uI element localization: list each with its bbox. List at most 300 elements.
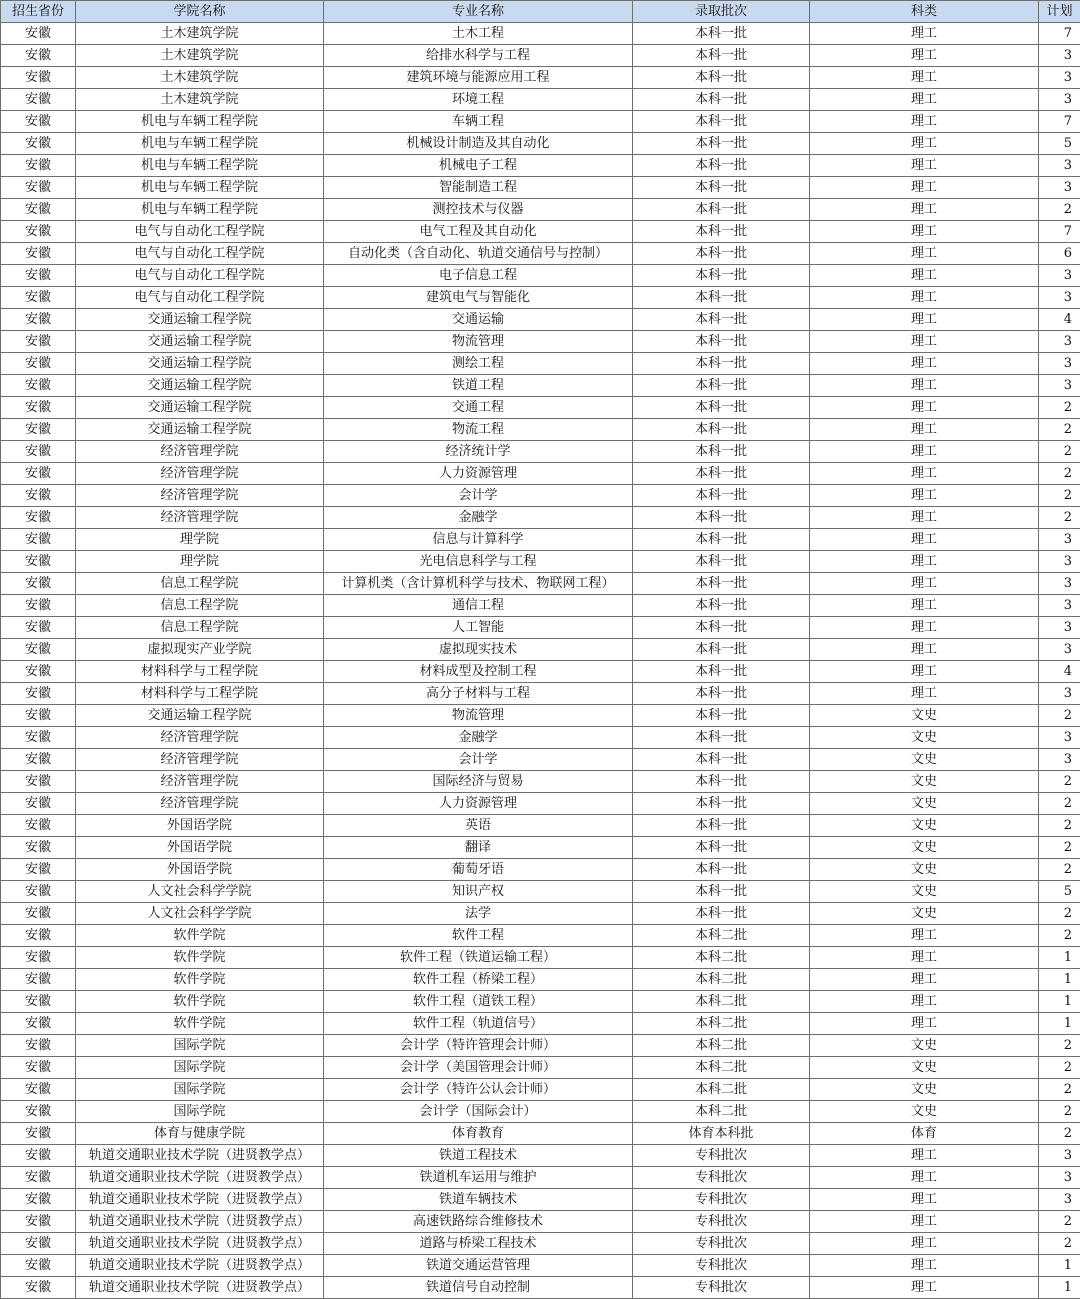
- table-row: [1, 617, 1080, 639]
- table-row: [1, 991, 1080, 1013]
- cell-major: 软件工程（铁道运输工程）: [324, 947, 633, 969]
- table-row: [1, 595, 1080, 617]
- cell-college: 信息工程学院: [76, 617, 324, 639]
- cell-plan: 3: [1039, 89, 1080, 111]
- cell-province: 安徽: [1, 1277, 76, 1299]
- cell-major: 机械电子工程: [324, 155, 633, 177]
- cell-major: 高分子材料与工程: [324, 683, 633, 705]
- table-row: [1, 441, 1080, 463]
- cell-major: 土木工程: [324, 23, 633, 45]
- cell-batch: 本科一批: [633, 793, 810, 815]
- cell-batch: 本科一批: [633, 199, 810, 221]
- table-row: [1, 683, 1080, 705]
- cell-major: 车辆工程: [324, 111, 633, 133]
- cell-plan: 3: [1039, 683, 1080, 705]
- cell-batch: 本科一批: [633, 859, 810, 881]
- table-row: [1, 1167, 1080, 1189]
- cell-category: 理工: [810, 243, 1039, 265]
- cell-major: 体育教育: [324, 1123, 633, 1145]
- cell-major: 知识产权: [324, 881, 633, 903]
- table-row: [1, 1123, 1080, 1145]
- cell-batch: 本科一批: [633, 419, 810, 441]
- table-row: [1, 815, 1080, 837]
- cell-province: 安徽: [1, 925, 76, 947]
- cell-plan: 2: [1039, 1233, 1080, 1255]
- cell-college: 机电与车辆工程学院: [76, 199, 324, 221]
- cell-province: 安徽: [1, 45, 76, 67]
- cell-batch: 本科一批: [633, 243, 810, 265]
- cell-province: 安徽: [1, 1211, 76, 1233]
- table-row: [1, 1079, 1080, 1101]
- header-major: 专业名称: [324, 1, 633, 23]
- cell-college: 轨道交通职业技术学院（进贤教学点）: [76, 1189, 324, 1211]
- cell-category: 理工: [810, 639, 1039, 661]
- cell-college: 人文社会科学学院: [76, 881, 324, 903]
- cell-plan: 2: [1039, 793, 1080, 815]
- cell-major: 智能制造工程: [324, 177, 633, 199]
- cell-category: 文史: [810, 859, 1039, 881]
- cell-province: 安徽: [1, 705, 76, 727]
- cell-major: 铁道机车运用与维护: [324, 1167, 633, 1189]
- cell-college: 交通运输工程学院: [76, 397, 324, 419]
- table-row: [1, 1013, 1080, 1035]
- cell-plan: 3: [1039, 45, 1080, 67]
- cell-category: 文史: [810, 1101, 1039, 1123]
- cell-category: 理工: [810, 661, 1039, 683]
- cell-college: 国际学院: [76, 1057, 324, 1079]
- table-header: [1, 1, 1080, 23]
- cell-category: 理工: [810, 1013, 1039, 1035]
- cell-province: 安徽: [1, 1035, 76, 1057]
- cell-province: 安徽: [1, 903, 76, 925]
- cell-province: 安徽: [1, 947, 76, 969]
- cell-major: 测绘工程: [324, 353, 633, 375]
- cell-major: 国际经济与贸易: [324, 771, 633, 793]
- cell-plan: 3: [1039, 375, 1080, 397]
- cell-category: 理工: [810, 199, 1039, 221]
- cell-plan: 2: [1039, 199, 1080, 221]
- cell-category: 理工: [810, 485, 1039, 507]
- cell-college: 电气与自动化工程学院: [76, 287, 324, 309]
- cell-province: 安徽: [1, 815, 76, 837]
- cell-college: 交通运输工程学院: [76, 331, 324, 353]
- cell-batch: 体育本科批: [633, 1123, 810, 1145]
- cell-college: 经济管理学院: [76, 507, 324, 529]
- table-row: [1, 1277, 1080, 1299]
- cell-plan: 2: [1039, 507, 1080, 529]
- cell-province: 安徽: [1, 551, 76, 573]
- cell-college: 机电与车辆工程学院: [76, 133, 324, 155]
- cell-college: 轨道交通职业技术学院（进贤教学点）: [76, 1145, 324, 1167]
- cell-category: 理工: [810, 1167, 1039, 1189]
- cell-province: 安徽: [1, 1189, 76, 1211]
- cell-plan: 3: [1039, 1145, 1080, 1167]
- header-plan: 计划: [1039, 1, 1080, 23]
- cell-province: 安徽: [1, 1233, 76, 1255]
- cell-province: 安徽: [1, 265, 76, 287]
- cell-province: 安徽: [1, 23, 76, 45]
- cell-college: 经济管理学院: [76, 463, 324, 485]
- cell-plan: 6: [1039, 243, 1080, 265]
- cell-plan: 3: [1039, 749, 1080, 771]
- cell-college: 信息工程学院: [76, 573, 324, 595]
- cell-plan: 2: [1039, 815, 1080, 837]
- cell-major: 会计学（特许公认会计师）: [324, 1079, 633, 1101]
- cell-college: 交通运输工程学院: [76, 705, 324, 727]
- cell-major: 交通工程: [324, 397, 633, 419]
- cell-category: 理工: [810, 419, 1039, 441]
- cell-category: 理工: [810, 617, 1039, 639]
- cell-batch: 本科一批: [633, 23, 810, 45]
- cell-college: 轨道交通职业技术学院（进贤教学点）: [76, 1211, 324, 1233]
- cell-major: 铁道工程: [324, 375, 633, 397]
- table-row: [1, 177, 1080, 199]
- cell-college: 信息工程学院: [76, 595, 324, 617]
- cell-plan: 3: [1039, 1167, 1080, 1189]
- table-row: [1, 89, 1080, 111]
- cell-province: 安徽: [1, 661, 76, 683]
- table-row: [1, 111, 1080, 133]
- table-row: [1, 353, 1080, 375]
- cell-plan: 3: [1039, 639, 1080, 661]
- cell-province: 安徽: [1, 749, 76, 771]
- cell-plan: 2: [1039, 1123, 1080, 1145]
- table-row: [1, 705, 1080, 727]
- cell-category: 文史: [810, 903, 1039, 925]
- table-row: [1, 419, 1080, 441]
- cell-category: 文史: [810, 749, 1039, 771]
- cell-category: 理工: [810, 947, 1039, 969]
- cell-college: 软件学院: [76, 1013, 324, 1035]
- cell-plan: 4: [1039, 661, 1080, 683]
- cell-college: 材料科学与工程学院: [76, 661, 324, 683]
- cell-batch: 本科一批: [633, 485, 810, 507]
- cell-college: 外国语学院: [76, 837, 324, 859]
- cell-batch: 本科一批: [633, 45, 810, 67]
- cell-plan: 2: [1039, 1079, 1080, 1101]
- cell-major: 铁道车辆技术: [324, 1189, 633, 1211]
- cell-major: 金融学: [324, 727, 633, 749]
- cell-major: 建筑环境与能源应用工程: [324, 67, 633, 89]
- cell-major: 软件工程（桥梁工程）: [324, 969, 633, 991]
- cell-province: 安徽: [1, 683, 76, 705]
- cell-plan: 7: [1039, 221, 1080, 243]
- cell-batch: 本科一批: [633, 705, 810, 727]
- cell-major: 会计学: [324, 485, 633, 507]
- cell-category: 理工: [810, 155, 1039, 177]
- cell-category: 理工: [810, 1145, 1039, 1167]
- cell-college: 外国语学院: [76, 859, 324, 881]
- cell-plan: 2: [1039, 771, 1080, 793]
- cell-batch: 本科一批: [633, 375, 810, 397]
- cell-category: 理工: [810, 23, 1039, 45]
- cell-plan: 3: [1039, 617, 1080, 639]
- cell-province: 安徽: [1, 1013, 76, 1035]
- cell-plan: 3: [1039, 595, 1080, 617]
- cell-province: 安徽: [1, 221, 76, 243]
- table-row: [1, 925, 1080, 947]
- cell-province: 安徽: [1, 1079, 76, 1101]
- cell-major: 会计学（特许管理会计师）: [324, 1035, 633, 1057]
- cell-province: 安徽: [1, 727, 76, 749]
- cell-plan: 1: [1039, 991, 1080, 1013]
- cell-plan: 3: [1039, 265, 1080, 287]
- cell-plan: 3: [1039, 331, 1080, 353]
- cell-plan: 1: [1039, 947, 1080, 969]
- cell-batch: 本科一批: [633, 111, 810, 133]
- cell-province: 安徽: [1, 111, 76, 133]
- cell-category: 理工: [810, 397, 1039, 419]
- cell-major: 人工智能: [324, 617, 633, 639]
- cell-plan: 1: [1039, 969, 1080, 991]
- cell-college: 轨道交通职业技术学院（进贤教学点）: [76, 1255, 324, 1277]
- cell-batch: 本科一批: [633, 771, 810, 793]
- cell-category: 理工: [810, 551, 1039, 573]
- cell-college: 经济管理学院: [76, 727, 324, 749]
- table-row: [1, 749, 1080, 771]
- table-row: [1, 1145, 1080, 1167]
- cell-plan: 3: [1039, 67, 1080, 89]
- table-row: [1, 881, 1080, 903]
- table-row: [1, 67, 1080, 89]
- cell-province: 安徽: [1, 1145, 76, 1167]
- cell-major: 物流管理: [324, 331, 633, 353]
- cell-major: 光电信息科学与工程: [324, 551, 633, 573]
- cell-province: 安徽: [1, 969, 76, 991]
- cell-college: 交通运输工程学院: [76, 353, 324, 375]
- cell-major: 自动化类（含自动化、轨道交通信号与控制）: [324, 243, 633, 265]
- cell-plan: 3: [1039, 287, 1080, 309]
- cell-province: 安徽: [1, 375, 76, 397]
- cell-category: 理工: [810, 287, 1039, 309]
- cell-batch: 本科一批: [633, 595, 810, 617]
- cell-category: 理工: [810, 177, 1039, 199]
- cell-province: 安徽: [1, 617, 76, 639]
- cell-province: 安徽: [1, 991, 76, 1013]
- cell-major: 高速铁路综合维修技术: [324, 1211, 633, 1233]
- cell-province: 安徽: [1, 1057, 76, 1079]
- cell-category: 文史: [810, 1079, 1039, 1101]
- cell-category: 理工: [810, 463, 1039, 485]
- cell-plan: 7: [1039, 23, 1080, 45]
- table-row: [1, 859, 1080, 881]
- cell-category: 理工: [810, 991, 1039, 1013]
- cell-college: 机电与车辆工程学院: [76, 111, 324, 133]
- cell-batch: 本科二批: [633, 1035, 810, 1057]
- cell-province: 安徽: [1, 177, 76, 199]
- table-row: [1, 837, 1080, 859]
- table-row: [1, 287, 1080, 309]
- cell-major: 葡萄牙语: [324, 859, 633, 881]
- cell-plan: 2: [1039, 859, 1080, 881]
- cell-batch: 本科一批: [633, 815, 810, 837]
- cell-college: 软件学院: [76, 969, 324, 991]
- cell-major: 金融学: [324, 507, 633, 529]
- cell-major: 英语: [324, 815, 633, 837]
- cell-category: 理工: [810, 1277, 1039, 1299]
- table-row: [1, 969, 1080, 991]
- cell-category: 理工: [810, 221, 1039, 243]
- cell-category: 文史: [810, 815, 1039, 837]
- cell-batch: 本科一批: [633, 221, 810, 243]
- cell-college: 土木建筑学院: [76, 67, 324, 89]
- cell-college: 电气与自动化工程学院: [76, 243, 324, 265]
- cell-major: 建筑电气与智能化: [324, 287, 633, 309]
- cell-major: 会计学（国际会计）: [324, 1101, 633, 1123]
- cell-batch: 本科二批: [633, 1101, 810, 1123]
- cell-batch: 本科一批: [633, 155, 810, 177]
- cell-plan: 2: [1039, 441, 1080, 463]
- cell-batch: 本科一批: [633, 397, 810, 419]
- cell-batch: 本科一批: [633, 287, 810, 309]
- cell-province: 安徽: [1, 1123, 76, 1145]
- table-row: [1, 309, 1080, 331]
- table-row: [1, 903, 1080, 925]
- cell-major: 铁道信号自动控制: [324, 1277, 633, 1299]
- cell-category: 理工: [810, 353, 1039, 375]
- cell-major: 会计学: [324, 749, 633, 771]
- cell-category: 理工: [810, 529, 1039, 551]
- cell-plan: 3: [1039, 551, 1080, 573]
- table-row: [1, 463, 1080, 485]
- cell-batch: 本科二批: [633, 969, 810, 991]
- cell-batch: 专科批次: [633, 1145, 810, 1167]
- cell-province: 安徽: [1, 881, 76, 903]
- cell-province: 安徽: [1, 353, 76, 375]
- cell-category: 理工: [810, 507, 1039, 529]
- cell-category: 文史: [810, 881, 1039, 903]
- table-row: [1, 1101, 1080, 1123]
- cell-plan: 1: [1039, 1277, 1080, 1299]
- table-row: [1, 1189, 1080, 1211]
- cell-province: 安徽: [1, 771, 76, 793]
- cell-major: 人力资源管理: [324, 793, 633, 815]
- cell-province: 安徽: [1, 793, 76, 815]
- cell-batch: 专科批次: [633, 1167, 810, 1189]
- cell-college: 轨道交通职业技术学院（进贤教学点）: [76, 1277, 324, 1299]
- header-province: 招生省份: [1, 1, 76, 23]
- cell-province: 安徽: [1, 529, 76, 551]
- cell-plan: 2: [1039, 397, 1080, 419]
- cell-plan: 2: [1039, 1211, 1080, 1233]
- cell-province: 安徽: [1, 573, 76, 595]
- table-row: [1, 727, 1080, 749]
- cell-plan: 3: [1039, 155, 1080, 177]
- cell-category: 文史: [810, 727, 1039, 749]
- cell-plan: 2: [1039, 485, 1080, 507]
- cell-category: 理工: [810, 89, 1039, 111]
- cell-batch: 本科一批: [633, 617, 810, 639]
- cell-batch: 专科批次: [633, 1211, 810, 1233]
- cell-province: 安徽: [1, 309, 76, 331]
- table-row: [1, 1035, 1080, 1057]
- cell-batch: 本科二批: [633, 947, 810, 969]
- cell-plan: 1: [1039, 1013, 1080, 1035]
- cell-major: 信息与计算科学: [324, 529, 633, 551]
- cell-major: 物流管理: [324, 705, 633, 727]
- cell-category: 理工: [810, 683, 1039, 705]
- table-row: [1, 1255, 1080, 1277]
- cell-college: 经济管理学院: [76, 749, 324, 771]
- cell-major: 会计学（美国管理会计师）: [324, 1057, 633, 1079]
- cell-major: 电子信息工程: [324, 265, 633, 287]
- cell-province: 安徽: [1, 67, 76, 89]
- cell-college: 经济管理学院: [76, 485, 324, 507]
- cell-plan: 2: [1039, 419, 1080, 441]
- cell-plan: 1: [1039, 1255, 1080, 1277]
- cell-province: 安徽: [1, 837, 76, 859]
- cell-batch: 本科二批: [633, 1079, 810, 1101]
- table-row: [1, 221, 1080, 243]
- cell-plan: 4: [1039, 309, 1080, 331]
- cell-province: 安徽: [1, 287, 76, 309]
- cell-plan: 3: [1039, 1189, 1080, 1211]
- cell-college: 电气与自动化工程学院: [76, 265, 324, 287]
- cell-batch: 本科二批: [633, 925, 810, 947]
- cell-college: 软件学院: [76, 991, 324, 1013]
- cell-category: 理工: [810, 45, 1039, 67]
- cell-college: 机电与车辆工程学院: [76, 155, 324, 177]
- table-row: [1, 155, 1080, 177]
- cell-college: 体育与健康学院: [76, 1123, 324, 1145]
- cell-province: 安徽: [1, 463, 76, 485]
- cell-college: 交通运输工程学院: [76, 375, 324, 397]
- cell-batch: 本科一批: [633, 749, 810, 771]
- header-category: 科类: [810, 1, 1039, 23]
- cell-major: 虚拟现实技术: [324, 639, 633, 661]
- table-row: [1, 243, 1080, 265]
- cell-major: 人力资源管理: [324, 463, 633, 485]
- cell-batch: 本科一批: [633, 683, 810, 705]
- cell-plan: 2: [1039, 1035, 1080, 1057]
- cell-category: 理工: [810, 1189, 1039, 1211]
- cell-province: 安徽: [1, 133, 76, 155]
- table-row: [1, 793, 1080, 815]
- cell-category: 理工: [810, 375, 1039, 397]
- cell-province: 安徽: [1, 507, 76, 529]
- table-row: [1, 639, 1080, 661]
- cell-plan: 2: [1039, 1057, 1080, 1079]
- cell-plan: 3: [1039, 727, 1080, 749]
- cell-major: 计算机类（含计算机科学与技术、物联网工程）: [324, 573, 633, 595]
- cell-batch: 本科一批: [633, 331, 810, 353]
- cell-batch: 本科一批: [633, 529, 810, 551]
- cell-college: 机电与车辆工程学院: [76, 177, 324, 199]
- cell-college: 软件学院: [76, 925, 324, 947]
- cell-college: 轨道交通职业技术学院（进贤教学点）: [76, 1233, 324, 1255]
- cell-category: 文史: [810, 837, 1039, 859]
- cell-major: 经济统计学: [324, 441, 633, 463]
- table-row: [1, 1233, 1080, 1255]
- table-row: [1, 771, 1080, 793]
- cell-plan: 5: [1039, 881, 1080, 903]
- cell-major: 软件工程: [324, 925, 633, 947]
- table-row: [1, 199, 1080, 221]
- cell-major: 软件工程（道铁工程）: [324, 991, 633, 1013]
- cell-batch: 本科一批: [633, 353, 810, 375]
- cell-batch: 专科批次: [633, 1255, 810, 1277]
- cell-plan: 2: [1039, 903, 1080, 925]
- table-row: [1, 397, 1080, 419]
- cell-plan: 7: [1039, 111, 1080, 133]
- cell-province: 安徽: [1, 1101, 76, 1123]
- table-row: [1, 573, 1080, 595]
- cell-college: 国际学院: [76, 1035, 324, 1057]
- cell-college: 经济管理学院: [76, 793, 324, 815]
- cell-major: 材料成型及控制工程: [324, 661, 633, 683]
- cell-plan: 3: [1039, 353, 1080, 375]
- cell-major: 法学: [324, 903, 633, 925]
